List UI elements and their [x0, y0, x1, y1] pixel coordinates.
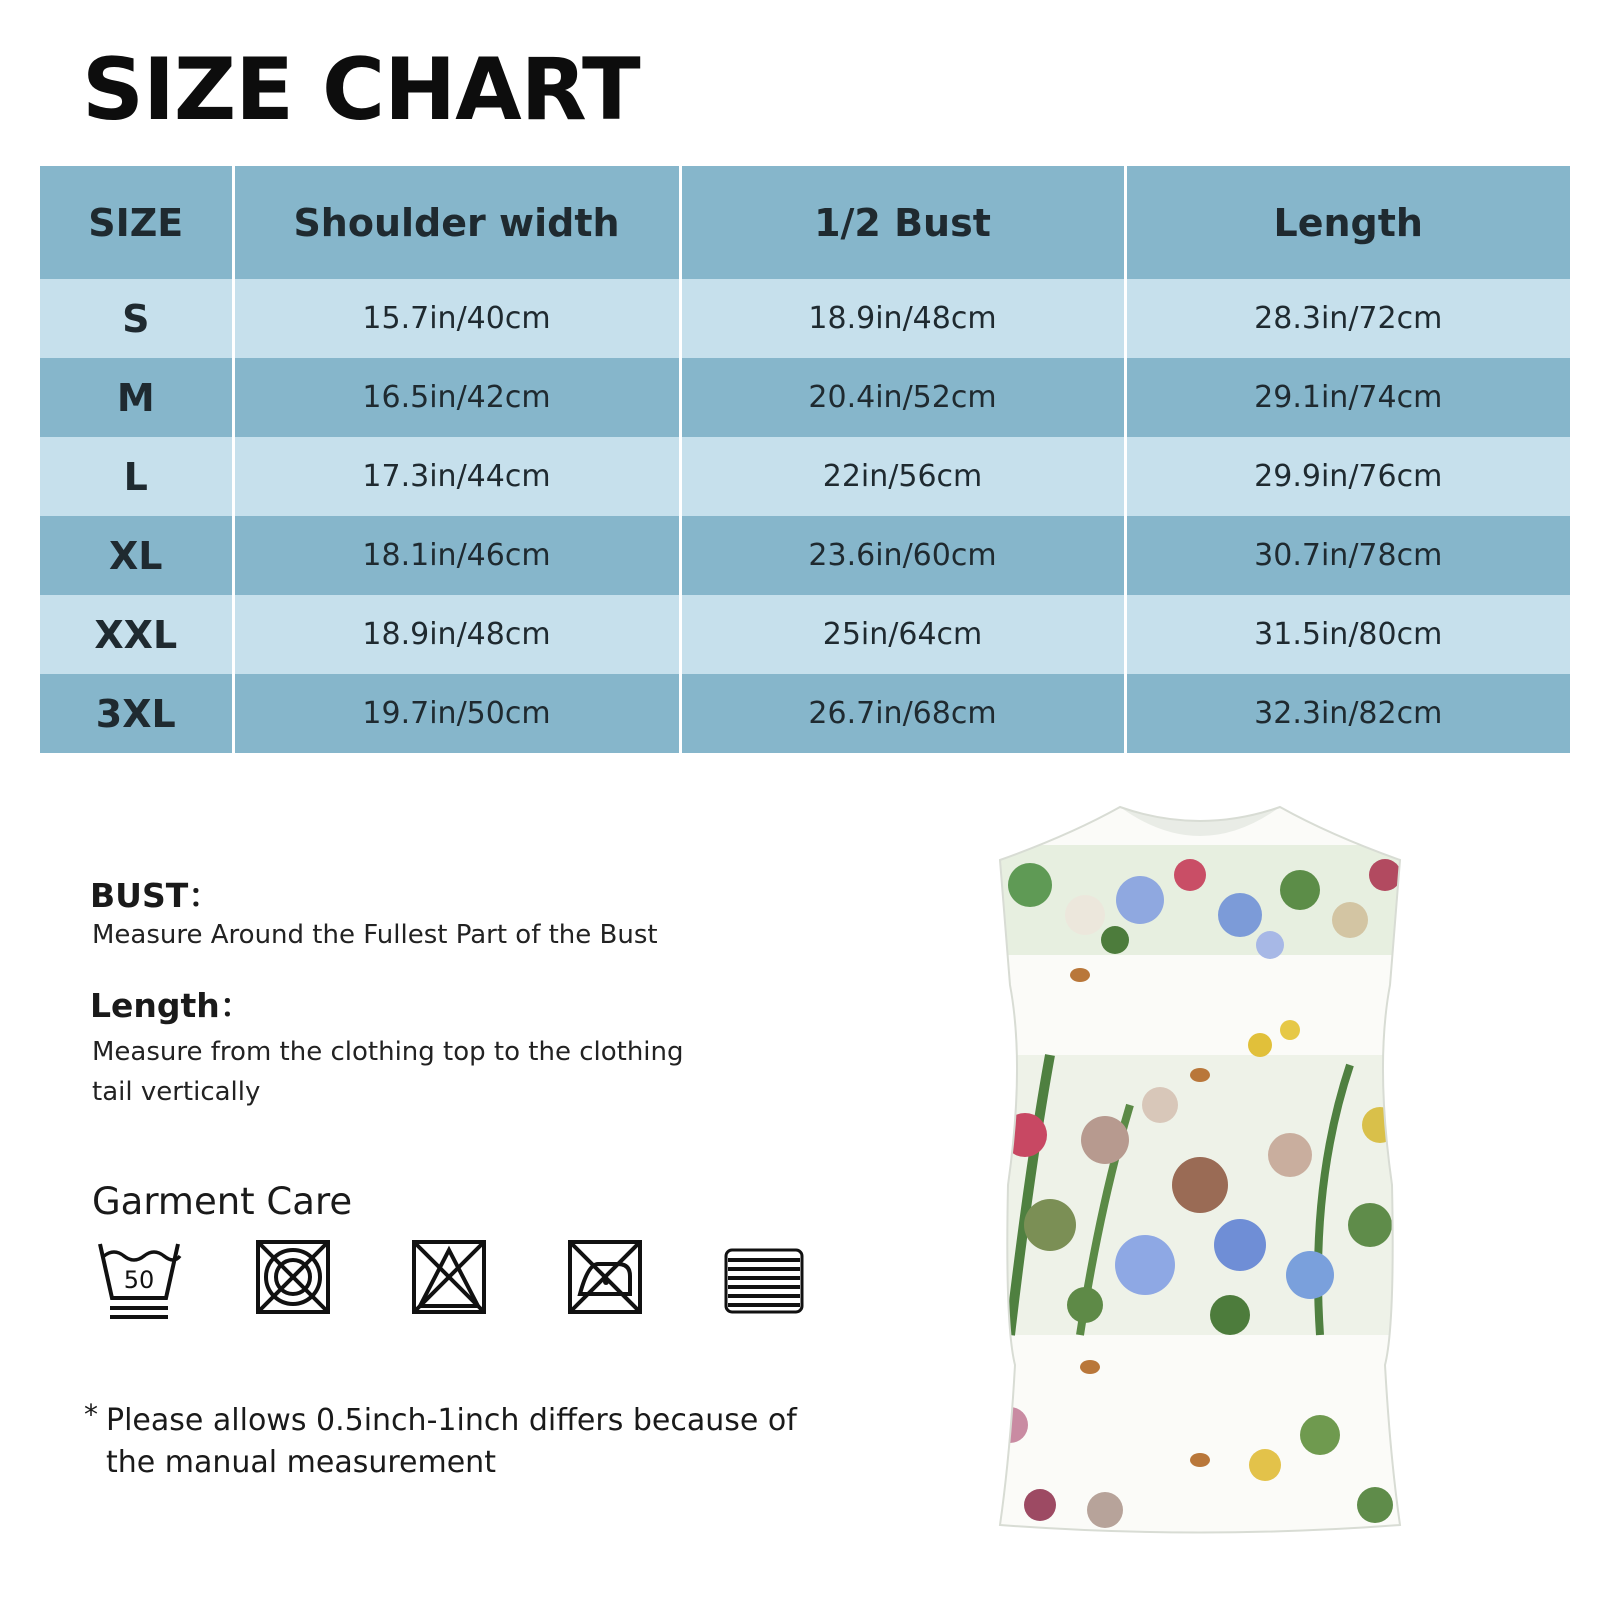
header-shoulder-width: Shoulder width	[233, 166, 680, 279]
do-not-iron-icon	[564, 1236, 654, 1326]
page-title: SIZE CHART	[82, 40, 640, 140]
length-cell: 29.1in/74cm	[1125, 358, 1570, 437]
garment-care-icons	[96, 1236, 816, 1326]
do-not-tumble-dry-icon	[252, 1236, 342, 1326]
length-label: Length：	[90, 986, 253, 1025]
wash-temperature: 50	[123, 1266, 155, 1294]
table-row	[40, 674, 1570, 753]
dry-flat-icon	[720, 1236, 810, 1326]
shoulder-cell: 16.5in/42cm	[233, 358, 680, 437]
length-cell: 31.5in/80cm	[1125, 595, 1570, 674]
disclaimer-text: Please allows 0.5inch-1inch differs because of the manual measurement	[106, 1403, 797, 1480]
shoulder-cell: 18.9in/48cm	[233, 595, 680, 674]
table-row	[40, 437, 1570, 516]
table-header-row	[40, 166, 1570, 279]
garment-care-title: Garment Care	[92, 1180, 353, 1223]
bust-label: BUST：	[90, 876, 222, 915]
size-cell: M	[116, 375, 155, 420]
size-cell: L	[123, 454, 148, 499]
table-row	[40, 595, 1570, 674]
header-size: SIZE	[88, 200, 184, 245]
shoulder-cell: 19.7in/50cm	[233, 674, 680, 753]
bust-cell: 23.6in/60cm	[680, 516, 1125, 595]
size-cell: S	[122, 296, 150, 341]
bust-description: Measure Around the Fullest Part of the Bust	[92, 920, 658, 950]
table-row	[40, 358, 1570, 437]
do-not-bleach-icon	[408, 1236, 498, 1326]
product-garment-image	[990, 805, 1410, 1545]
bust-cell: 18.9in/48cm	[680, 279, 1125, 358]
table-row	[40, 279, 1570, 358]
length-cell: 30.7in/78cm	[1125, 516, 1570, 595]
length-cell: 32.3in/82cm	[1125, 674, 1570, 753]
size-chart-table	[40, 166, 1570, 753]
measurement-disclaimer	[84, 1400, 844, 1484]
wash-50-icon	[96, 1236, 186, 1326]
length-cell: 29.9in/76cm	[1125, 437, 1570, 516]
size-cell: XL	[108, 533, 163, 578]
size-cell: 3XL	[95, 691, 176, 736]
bust-cell: 26.7in/68cm	[680, 674, 1125, 753]
size-cell: XXL	[94, 612, 178, 657]
length-description: Measure from the clothing top to the clothing tail vertically	[92, 1037, 684, 1107]
header-half-bust: 1/2 Bust	[680, 166, 1125, 279]
table-row	[40, 516, 1570, 595]
header-length: Length	[1125, 166, 1570, 279]
shoulder-cell: 15.7in/40cm	[233, 279, 680, 358]
bust-cell: 20.4in/52cm	[680, 358, 1125, 437]
bust-cell: 22in/56cm	[680, 437, 1125, 516]
shoulder-cell: 17.3in/44cm	[233, 437, 680, 516]
length-cell: 28.3in/72cm	[1125, 279, 1570, 358]
disclaimer-asterisk: *	[84, 1398, 98, 1431]
bust-cell: 25in/64cm	[680, 595, 1125, 674]
shoulder-cell: 18.1in/46cm	[233, 516, 680, 595]
